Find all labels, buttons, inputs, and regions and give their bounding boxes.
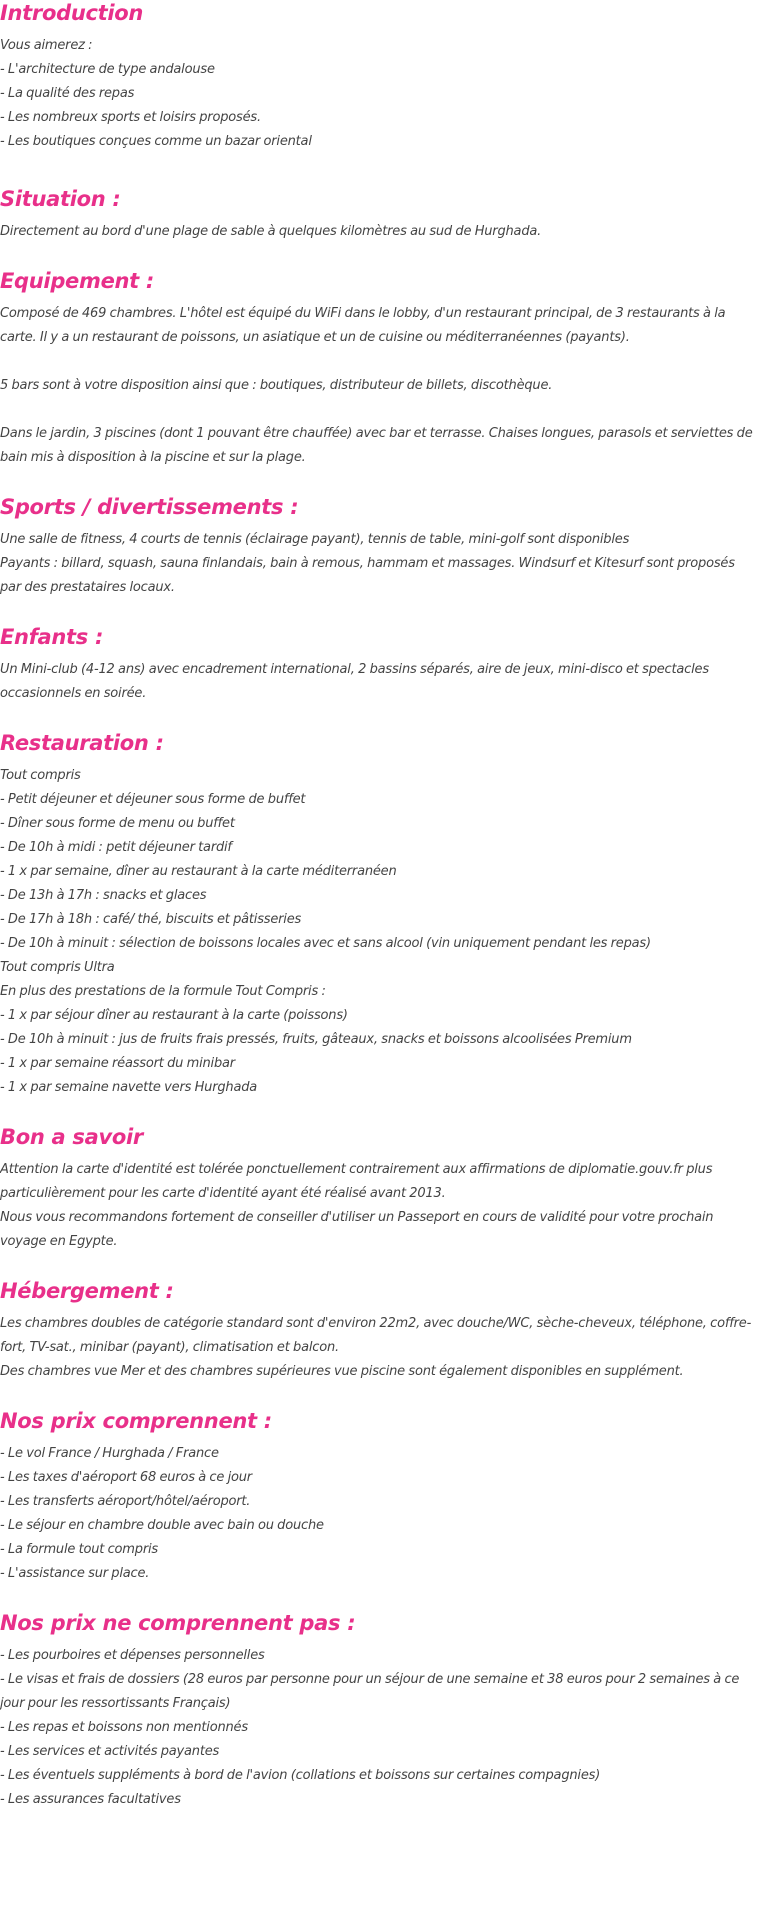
section-title-prix-comprennent: Nos prix comprennent : xyxy=(0,1409,272,1433)
introduction-list xyxy=(0,34,758,154)
section-enfants xyxy=(0,624,758,706)
section-title-equipement: Equipement : xyxy=(0,269,155,293)
list-item: - De 13h à 17h : snacks et glaces xyxy=(0,888,207,903)
section-title-enfants: Enfants : xyxy=(0,625,104,649)
list-item: Vous aimerez : xyxy=(0,38,93,53)
section-restauration xyxy=(0,730,758,1100)
bon-a-savoir-text xyxy=(0,1158,758,1254)
section-title-prix-ne-comprennent-pas: Nos prix ne comprennent pas : xyxy=(0,1611,356,1635)
list-item: - La formule tout compris xyxy=(0,1542,158,1557)
text-line: Payants : billard, squash, sauna finlandais, bain à remous, hammam et massages. Windsurf et Kitesurf sont proposés par des prestataires locaux. xyxy=(0,556,735,595)
list-item: - De 10h à minuit : jus de fruits frais pressés, fruits, gâteaux, snacks et boissons alcoolisées Premium xyxy=(0,1032,632,1047)
section-introduction xyxy=(0,0,758,154)
section-bon-a-savoir xyxy=(0,1124,758,1254)
list-item: - 1 x par séjour dîner au restaurant à la carte (poissons) xyxy=(0,1008,348,1023)
list-item: - Les services et activités payantes xyxy=(0,1744,220,1759)
sports-text xyxy=(0,528,758,600)
section-prix-comprennent xyxy=(0,1408,758,1586)
equipement-paragraph: 5 bars sont à votre disposition ainsi que : boutiques, distributeur de billets, discothèque. xyxy=(0,378,553,393)
list-item: Tout compris Ultra xyxy=(0,960,115,975)
section-hebergement xyxy=(0,1278,758,1384)
section-situation xyxy=(0,186,758,244)
list-item: - Dîner sous forme de menu ou buffet xyxy=(0,816,235,831)
section-title-hebergement: Hébergement : xyxy=(0,1279,174,1303)
list-item: - Les assurances facultatives xyxy=(0,1792,181,1807)
list-item: - 1 x par semaine navette vers Hurghada xyxy=(0,1080,258,1095)
situation-text: Directement au bord d'une plage de sable à quelques kilomètres au sud de Hurghada. xyxy=(0,224,542,239)
section-title-introduction: Introduction xyxy=(0,1,144,25)
list-item: - 1 x par semaine réassort du minibar xyxy=(0,1056,235,1071)
list-item: - Les nombreux sports et loisirs proposés. xyxy=(0,110,261,125)
list-item: - Les taxes d'aéroport 68 euros à ce jour xyxy=(0,1470,252,1485)
equipement-paragraph: Dans le jardin, 3 piscines (dont 1 pouvant être chauffée) avec bar et terrasse. Chaises longues, parasols et serviettes de bain mis à disposition à la piscine et sur la plage. xyxy=(0,426,753,465)
equipement-paragraph: Composé de 469 chambres. L'hôtel est équipé du WiFi dans le lobby, d'un restaurant principal, de 3 restaurants à la carte. Il y a un restaurant de poissons, un asiatique et un de cuisine ou méditerranéennes (payants). xyxy=(0,306,726,345)
text-line: Des chambres vue Mer et des chambres supérieures vue piscine sont également disponibles en supplément. xyxy=(0,1364,684,1379)
list-item: - 1 x par semaine, dîner au restaurant à la carte méditerranéen xyxy=(0,864,397,879)
section-title-restauration: Restauration : xyxy=(0,731,164,755)
text-line: Les chambres doubles de catégorie standard sont d'environ 22m2, avec douche/WC, sèche-cheveux, téléphone, coffre-fort, TV-sat., minibar (payant), climatisation et balcon. xyxy=(0,1316,752,1355)
list-item: - La qualité des repas xyxy=(0,86,135,101)
list-item: - L'architecture de type andalouse xyxy=(0,62,215,77)
list-item: - Petit déjeuner et déjeuner sous forme de buffet xyxy=(0,792,306,807)
list-item: - Les pourboires et dépenses personnelles xyxy=(0,1648,265,1663)
section-title-sports: Sports / divertissements : xyxy=(0,495,299,519)
section-equipement xyxy=(0,268,758,470)
restauration-list xyxy=(0,764,758,1100)
list-item: - Les boutiques conçues comme un bazar oriental xyxy=(0,134,312,149)
section-title-situation: Situation : xyxy=(0,187,121,211)
text-line: Nous vous recommandons fortement de conseiller d'utiliser un Passeport en cours de validité pour votre prochain voyage en Egypte. xyxy=(0,1210,714,1249)
enfants-text: Un Mini-club (4-12 ans) avec encadrement international, 2 bassins séparés, aire de jeux, mini-disco et spectacles occasionnels en soirée. xyxy=(0,662,709,701)
list-item: - De 17h à 18h : café/ thé, biscuits et pâtisseries xyxy=(0,912,302,927)
list-item: - Le visas et frais de dossiers (28 euros par personne pour un séjour de une semaine et 38 euros pour 2 semaines à ce jour pour les ressortissants Français) xyxy=(0,1672,740,1711)
list-item: - Les repas et boissons non mentionnés xyxy=(0,1720,248,1735)
prix-ne-comprennent-pas-list xyxy=(0,1644,758,1812)
list-item: - Le séjour en chambre double avec bain ou douche xyxy=(0,1518,324,1533)
list-item: En plus des prestations de la formule Tout Compris : xyxy=(0,984,326,999)
list-item: - De 10h à midi : petit déjeuner tardif xyxy=(0,840,232,855)
list-item: - Le vol France / Hurghada / France xyxy=(0,1446,219,1461)
list-item: - Les éventuels suppléments à bord de l'avion (collations et boissons sur certaines compagnies) xyxy=(0,1768,601,1783)
prix-comprennent-list xyxy=(0,1442,758,1586)
text-line: Une salle de fitness, 4 courts de tennis (éclairage payant), tennis de table, mini-golf sont disponibles xyxy=(0,532,630,547)
section-sports xyxy=(0,494,758,600)
list-item: - De 10h à minuit : sélection de boissons locales avec et sans alcool (vin uniquement pendant les repas) xyxy=(0,936,651,951)
list-item: - L'assistance sur place. xyxy=(0,1566,150,1581)
section-prix-ne-comprennent-pas xyxy=(0,1610,758,1812)
section-title-bon-a-savoir: Bon a savoir xyxy=(0,1125,143,1149)
hebergement-text xyxy=(0,1312,758,1384)
text-line: Attention la carte d'identité est tolérée ponctuellement contrairement aux affirmations de diplomatie.gouv.fr plus particulièrement pour les carte d'identité ayant été réalisé avant 2013. xyxy=(0,1162,713,1201)
list-item: Tout compris xyxy=(0,768,81,783)
list-item: - Les transferts aéroport/hôtel/aéroport. xyxy=(0,1494,251,1509)
